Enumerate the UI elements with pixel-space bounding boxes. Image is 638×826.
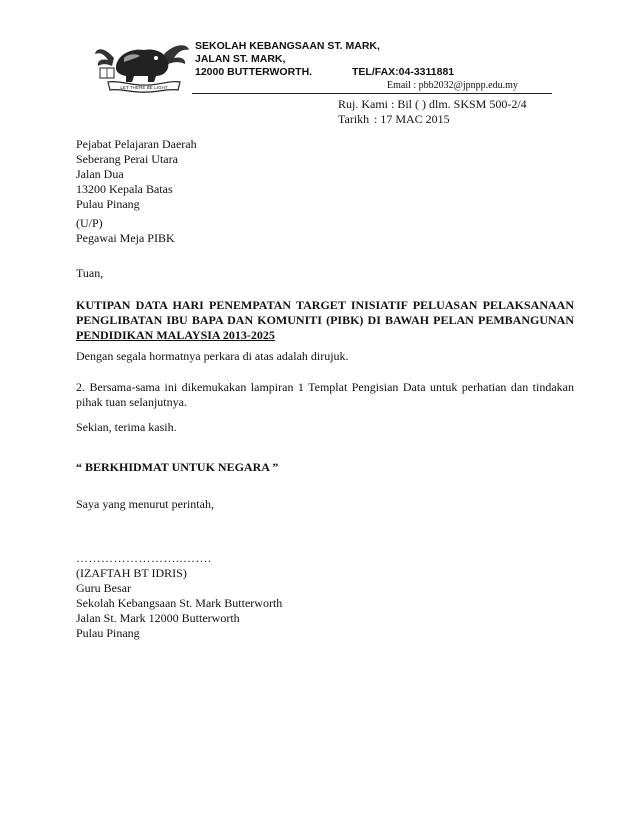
signatory-block xyxy=(76,566,574,641)
school-logo xyxy=(94,36,190,94)
motto: “ BERKHIDMAT UNTUK NEGARA ” xyxy=(76,460,279,474)
reference-label: Ruj. Kami xyxy=(338,97,388,111)
date-label: Tarikh xyxy=(338,112,370,126)
lion-crest-icon xyxy=(94,36,190,94)
signatory-school: Sekolah Kebangsaan St. Mark Butterworth xyxy=(76,596,283,610)
recipient-line: Seberang Perai Utara xyxy=(76,152,178,166)
subject-line: PENGLIBATAN IBU BAPA DAN KOMUNITI (PIBK) DI BAWAH PELAN PEMBANGUNAN xyxy=(76,313,574,327)
signatory-address: Jalan St. Mark 12000 Butterworth xyxy=(76,611,240,625)
recipient-address xyxy=(76,137,574,212)
subject-line: PENDIDIKAN MALAYSIA 2013-2025 xyxy=(76,328,275,342)
reference-block xyxy=(338,97,527,127)
date-line xyxy=(338,112,527,127)
opening-paragraph: Dengan segala hormatnya perkara di atas adalah dirujuk. xyxy=(76,349,349,363)
signatory-title: Guru Besar xyxy=(76,581,131,595)
order-line: Saya yang menurut perintah, xyxy=(76,497,214,511)
school-street: JALAN ST. MARK, xyxy=(195,53,286,65)
recipient-line: Pejabat Pelajaran Daerah xyxy=(76,137,197,151)
signature-line: ……………………..……. xyxy=(76,551,212,565)
main-paragraph: 2. Bersama-sama ini dikemukakan lampiran 1 Templat Pengisian Data untuk perhatian dan tindakan pihak tuan selanjutnya. xyxy=(76,380,574,409)
subject-line: KUTIPAN DATA HARI PENEMPATAN TARGET INISIATIF PELUASAN PELAKSANAAN xyxy=(76,298,574,312)
signatory-state: Pulau Pinang xyxy=(76,626,140,640)
salutation: Tuan, xyxy=(76,266,104,280)
attention-line: Pegawai Meja PIBK xyxy=(76,231,175,245)
recipient-line: Jalan Dua xyxy=(76,167,124,181)
logo-motto-text: LET THERE BE LIGHT xyxy=(120,85,168,90)
letterhead-divider xyxy=(192,93,552,94)
attention-line: (U/P) xyxy=(76,216,103,230)
signatory-name: (IZAFTAH BT IDRIS) xyxy=(76,566,187,580)
tel-fax: TEL/FAX:04-3311881 xyxy=(352,66,455,78)
school-city: 12000 BUTTERWORTH. xyxy=(195,66,313,78)
attention-block xyxy=(76,216,574,246)
recipient-line: 13200 Kepala Batas xyxy=(76,182,173,196)
reference-value: : Bil ( ) dlm. SKSM 500-2/4 xyxy=(391,97,527,111)
closing-line: Sekian, terima kasih. xyxy=(76,420,177,434)
date-value: : 17 MAC 2015 xyxy=(374,112,450,126)
recipient-line: Pulau Pinang xyxy=(76,197,140,211)
email-address: Email : pbb2032@jpnpp.edu.my xyxy=(387,80,518,91)
school-name: SEKOLAH KEBANGSAAN ST. MARK, xyxy=(195,40,380,52)
reference-line xyxy=(338,97,527,112)
subject-heading xyxy=(76,298,574,343)
